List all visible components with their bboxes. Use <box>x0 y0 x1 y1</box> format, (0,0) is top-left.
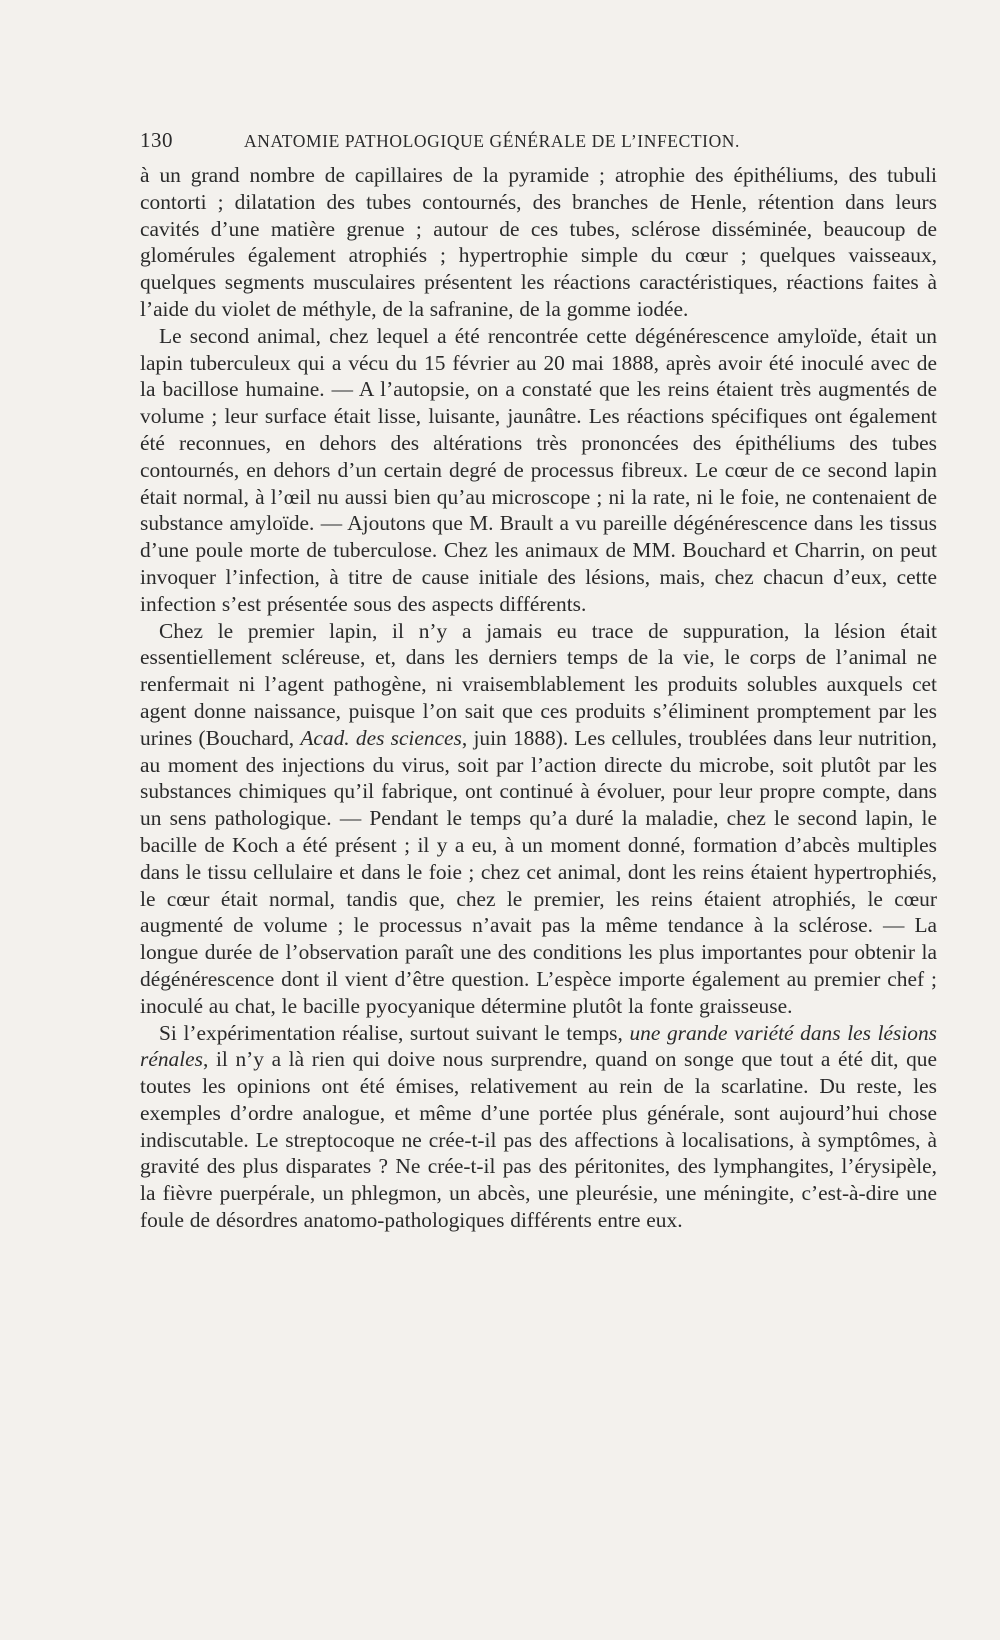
paragraph-4-text-before: Si l’expérimentation réalise, surtout suivant le temps, <box>159 1020 630 1045</box>
paragraph-3 <box>140 618 937 1020</box>
page-text-block <box>140 128 937 1234</box>
paragraph-3-italic-citation: Acad. des sciences <box>300 725 462 750</box>
running-head <box>140 128 937 158</box>
paragraph-4 <box>140 1020 937 1234</box>
paragraph-4-text-after: , il n’y a là rien qui doive nous surprendre, quand on songe que tout a été dit, que toutes les opinions ont été émises, relativement au rein de la scarlatine. Du reste, les exemples d’ordre analogue, et même d’une portée plus générale, sont aujourd’hui chose indiscutable. Le streptocoque ne crée-t-il pas des affections à localisations, à symptômes, à gravité des plus disparates ? Ne crée-t-il pas des péritonites, des lymphangites, l’érysipèle, la fièvre puerpérale, un phlegmon, un abcès, une pleurésie, une méningite, c’est-à-dire une foule de désordres anatomo-pathologiques différents entre eux. <box>140 1047 937 1233</box>
page-number: 130 <box>140 128 173 152</box>
paragraph-1: à un grand nombre de capillaires de la pyramide ; atrophie des épithéliums, des tubuli contorti ; dilatation des tubes contournés, des branches de Henle, rétention dans leurs cavités d’une matière grenue ; autour de ces tubes, sclérose disséminée, beaucoup de glomérules également atrophiés ; hypertrophie simple du cœur ; quelques vaisseaux, quelques segments musculaires présentent les réactions caractéristiques, réactions faites à l’aide du violet de méthyle, de la safranine, de la gomme iodée. <box>140 163 937 321</box>
paragraph-4-italic-phrase: une grande variété dans les lésions rénales <box>140 1020 937 1072</box>
paragraph-3-text-after: , juin 1888). Les cellules, troublées dans leur nutrition, au moment des injections du virus, soit par l’action directe du microbe, soit plutôt par les substances chimiques qu’il fabrique, ont continué à évoluer, pour leur propre compte, dans un sens pathologique. — Pendant le temps qu’a duré la maladie, chez le second lapin, le bacille de Koch a été présent ; il y a eu, à un moment donné, formation d’abcès multiples dans le tissu cellulaire et dans le foie ; chez cet animal, dont les reins étaient hypertrophiés, le cœur était normal, tandis que, chez le premier, les reins étaient atrophiés, le cœur augmenté de volume ; le processus n’avait pas la même tendance à la sclérose. — La longue durée de l’observation paraît une des conditions les plus importantes pour obtenir la dégénérescence dont il vient d’être question. L’espèce importe également au premier chef ; inoculé au chat, le bacille pyocyanique détermine plutôt la fonte graisseuse. <box>140 725 937 1018</box>
running-title: ANATOMIE PATHOLOGIQUE GÉNÉRALE DE L’INFECTION. <box>244 131 741 151</box>
paragraph-2: Le second animal, chez lequel a été rencontrée cette dégénérescence amyloïde, était un lapin tuberculeux qui a vécu du 15 février au 20 mai 1888, après avoir été inoculé avec de la bacillose humaine. — A l’autopsie, on a constaté que les reins étaient très augmentés de volume ; leur surface était lisse, luisante, jaunâtre. Les réactions spécifiques ont également été reconnues, en dehors des altérations très prononcées des épithéliums des tubes contournés, en dehors d’un certain degré de processus fibreux. Le cœur de ce second lapin était normal, à l’œil nu aussi bien qu’au microscope ; ni la rate, ni le foie, ne contenaient de substance amyloïde. — Ajoutons que M. Brault a vu pareille dégénérescence dans les tissus d’une poule morte de tuberculose. Chez les animaux de MM. Bouchard et Charrin, on peut invoquer l’infection, à titre de cause initiale des lésions, mais, chez chacun d’eux, cette infection s’est présentée sous des aspects différents. <box>140 323 937 616</box>
paragraph-3-text-before: Chez le premier lapin, il n’y a jamais eu trace de suppuration, la lésion était essentiellement scléreuse, et, dans les derniers temps de la vie, le corps de l’animal ne renfermait ni l’agent pathogène, ni vraisemblablement les produits solubles auxquels cet agent donne naissance, puisque l’on sait que ces produits s’éliminent promptement par les urines (Bouchard, <box>140 618 937 750</box>
